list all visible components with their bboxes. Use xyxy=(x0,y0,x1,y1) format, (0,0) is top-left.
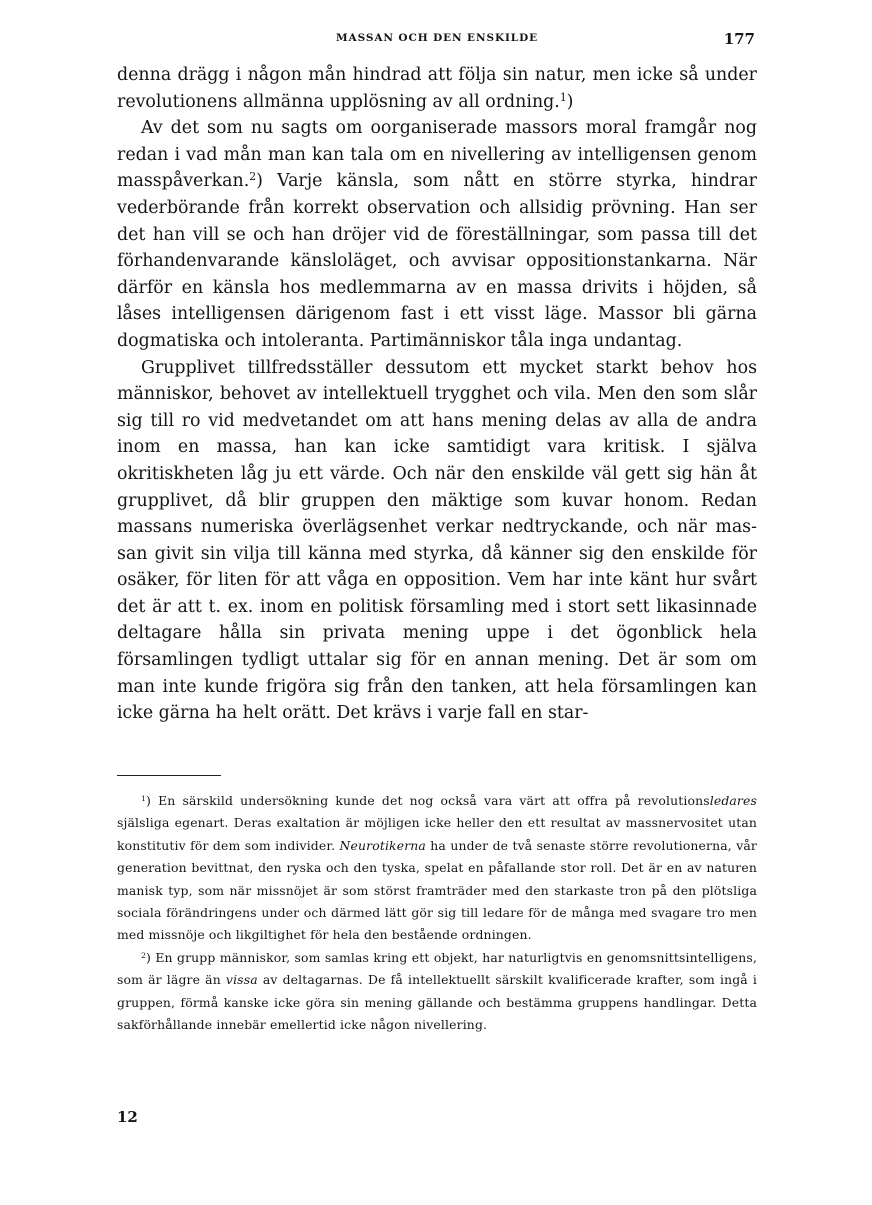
footnote-divider xyxy=(117,775,221,776)
body-text xyxy=(117,62,757,727)
footnote-2-italic: vissa xyxy=(225,972,258,988)
footnote-1-text-a: ) En särskild undersökning kunde det nog också vara värt att offra på revolutions xyxy=(146,793,710,808)
running-title: MASSAN OCH DEN ENSKILDE xyxy=(336,32,538,44)
footnote-1-italic-b: Neurotikerna xyxy=(339,837,426,853)
paragraph-2 xyxy=(117,115,757,354)
paragraph-1-text: denna drägg i någon mån hindrad att följa sin natur, men icke så under revolutionens allmänna upplösning av all ordning. xyxy=(117,65,757,112)
footnotes xyxy=(117,790,757,1036)
signature-mark: 12 xyxy=(117,1108,138,1126)
footnote-1-text-c: ha under de två senaste större revolutionerna, vår generation bevittnat, den ryska och den tyska, spelat en påfallande stor roll. Det är en av naturen manisk typ, som när missnöjet är som störst framträder med den starkaste tron på den plötsliga sociala förändringens under och därmed lätt gör sig till ledare för de många med svagare tro men med missnöje och likgiltighet för hela den bestående ordningen. xyxy=(117,837,757,943)
footnote-ref-1: 1 xyxy=(559,90,567,104)
footnote-2-text-b: av deltagarnas. De få intellektuellt särskilt kvalificerade krafter, som ingå i gruppen, förmå kanske icke göra sin mening gällande och bestämma gruppens handlingar. Detta sakförhållande innebär emellertid icke någon nivellering. xyxy=(117,972,758,1033)
paragraph-1-tail: ) xyxy=(566,91,574,112)
footnote-ref-2: 2 xyxy=(249,170,257,184)
footnote-2 xyxy=(117,947,757,1037)
footnote-1-marker: 1 xyxy=(141,793,147,803)
footnote-1 xyxy=(117,790,757,947)
paragraph-2-text: Av det som nu sagts om oorganiserade massors moral framgår nog redan i vad mån man kan tala om en nivellering av intelligensen genom masspåverkan. xyxy=(117,118,757,192)
paragraph-1 xyxy=(117,62,757,115)
paragraph-2-tail: ) Varje känsla, som nått en större styrka, hindrar vederbörande från korrekt observation och allsidig prövning. Han ser det han vill se och han dröjer vid de föreställningar, som passa till det förhandenvarande känsloläget, och avvisar oppositionstankarna. När därför en känsla hos medlemmarna av en massa drivits i höjden, så låses intelligensen därigenom fast i ett visst läge. Massor bli gärna dogmatiska och intoleranta. Partimänniskor tåla inga undantag. xyxy=(117,171,757,351)
running-head xyxy=(117,30,757,50)
footnote-2-marker: 2 xyxy=(141,950,147,960)
footnote-1-italic-a: ledares xyxy=(709,793,757,808)
footnote-1-text-b: själsliga egenart. Deras exaltation är möjligen icke heller den ett resultat av massnervositet utan konstitutiv för dem som individer. xyxy=(117,815,757,853)
page-number: 177 xyxy=(723,30,755,48)
footnote-2-text-a: ) En grupp människor, som samlas kring ett objekt, har naturligtvis en genomsnittsintelligens, som är lägre än xyxy=(117,949,757,988)
paragraph-3: Grupplivet tillfredsställer dessutom ett mycket starkt behov hos människor, behovet av intellektuell trygghet och vila. Men den som slår sig till ro vid medvetandet om att hans mening delas av alla de andra inom en massa, han kan icke samtidigt vara kritisk. I själva okritiskheten låg ju ett värde. Och när den enskilde väl gett sig hän åt grupplivet, då blir gruppen den mäktige som kuvar honom. Redan massans numeriska överlägsenhet verkar nedtryckande, och när massan givit sin vilja till känna med styrka, då känner sig den enskilde för osäker, för liten för att våga en opposition. Vem har inte känt hur svårt det är att t. ex. inom en politisk församling med i stort sett likasinnade deltagare hålla sin privata mening uppe i det ögonblick hela församlingen tydligt uttalar sig för en annan mening. Det är som om man inte kunde frigöra sig från den tanken, att hela församlingen kan icke gärna ha helt orätt. Det krävs i varje fall en star- xyxy=(117,357,757,724)
